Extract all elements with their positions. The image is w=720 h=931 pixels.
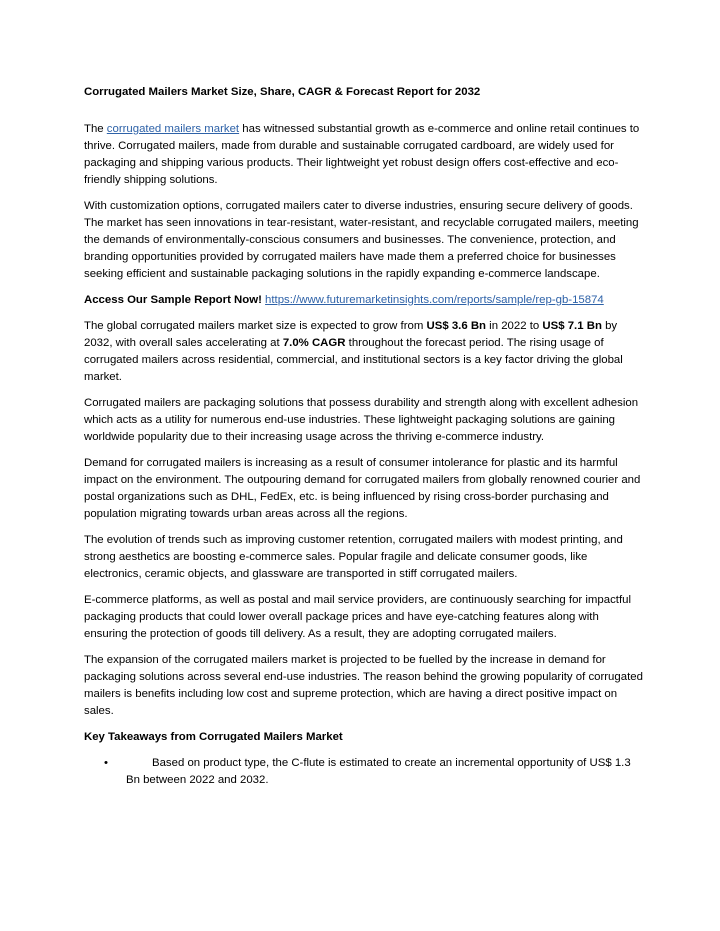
- market-size-text-b: in 2022 to: [486, 320, 543, 332]
- sample-report-link[interactable]: https://www.futuremarketinsights.com/reports/sample/rep-gb-15874: [265, 294, 604, 306]
- takeaway-text: Based on product type, the C-flute is estimated to create an incremental opportunity of US$ 1.3 Bn between 2022 and 2032.: [126, 757, 631, 786]
- paragraph-definition: Corrugated mailers are packaging solutions that possess durability and strength along with excellent adhesion which acts as a utility for numerous end-use industries. These lightweight packaging solutions are gaining worldwide popularity due to their increasing usage across the thriving e-commerce industry.: [84, 397, 639, 443]
- market-size-text-d: throughout the forecast period. The rising usage of corrugated mailers across residential, commercial, and institutional sectors is a key factor driving the global market.: [84, 337, 623, 383]
- market-size-text-c: by 2032, with overall sales accelerating at: [84, 320, 618, 349]
- list-item: [84, 755, 644, 789]
- sample-report-line: [84, 292, 644, 309]
- document-title: Corrugated Mailers Market Size, Share, CAGR & Forecast Report for 2032: [84, 86, 481, 98]
- intro-prefix: The: [84, 123, 107, 135]
- market-link[interactable]: corrugated mailers market: [106, 123, 240, 135]
- sample-report-label: Access Our Sample Report Now!: [84, 294, 262, 306]
- paragraph-customization: With customization options, corrugated mailers cater to diverse industries, ensuring secure delivery of goods. The market has seen innovations in tear-resistant, water-resistant, and recyclable corrugated mailers, meeting the demands of environmentally-conscious consumers and businesses. The convenience, protection, and branding opportunities provided by corrugated mailers have made them a preferred choice for businesses seeking efficient and sustainable packaging solutions in the rapidly expanding e-commerce landscape.: [84, 200, 639, 280]
- paragraph-intro: [84, 121, 644, 189]
- paragraph-platforms: E-commerce platforms, as well as postal and mail service providers, are continuously searching for impactful packaging products that could lower overall package prices and have eye-catching features along with ensuring the protection of goods till delivery. As a result, they are adopting corrugated mailers.: [84, 594, 631, 640]
- market-cagr: 7.0% CAGR: [282, 337, 346, 349]
- takeaways-heading: Key Takeaways from Corrugated Mailers Market: [84, 731, 343, 743]
- market-size-2032: US$ 7.1 Bn: [542, 320, 602, 332]
- document-body: [84, 84, 644, 789]
- paragraph-expansion: The expansion of the corrugated mailers market is projected to be fuelled by the increase in demand for packaging solutions across several end-use industries. The reason behind the growing popularity of corrugated mailers is benefits including low cost and supreme protection, which are having a direct positive impact on sales.: [84, 654, 643, 717]
- paragraph-market-size: [84, 318, 644, 386]
- market-size-text-a: The global corrugated mailers market size is expected to grow from: [84, 320, 427, 332]
- intro-rest: has witnessed substantial growth as e-commerce and online retail continues to thrive. Corrugated mailers, made from durable and sustainable corrugated cardboard, are widely used for packaging and shipping various products. Their lightweight yet robust design offers cost-effective and eco-friendly shipping solutions.: [84, 123, 640, 186]
- market-size-2022: US$ 3.6 Bn: [426, 320, 487, 332]
- paragraph-demand: Demand for corrugated mailers is increasing as a result of consumer intolerance for plastic and its harmful impact on the environment. The outpouring demand for corrugated mailers from globally renowned courier and postal organizations such as DHL, FedEx, etc. is being influenced by rising cross-border purchasing and population migrating towards urban areas across all the regions.: [84, 457, 641, 520]
- bullet-icon: •: [104, 757, 108, 769]
- paragraph-trends: The evolution of trends such as improving customer retention, corrugated mailers with modest printing, and strong aesthetics are boosting e-commerce sales. Popular fragile and delicate consumer goods, like electronics, ceramic objects, and glassware are transported in stiff corrugated mailers.: [84, 534, 623, 580]
